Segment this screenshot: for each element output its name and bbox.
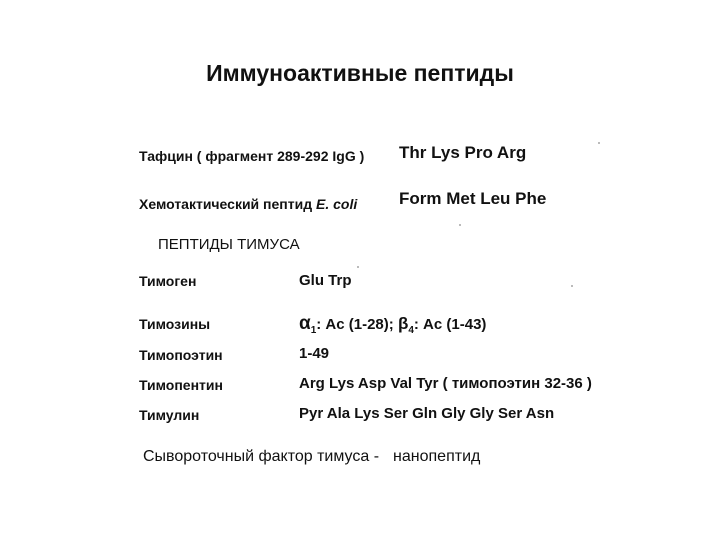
scan-speck bbox=[571, 285, 573, 287]
thymus-row-name: Тимоген bbox=[139, 273, 197, 289]
beta-symbol: β bbox=[397, 314, 409, 333]
alpha-symbol: α bbox=[299, 313, 311, 334]
chemotactic-label-prefix: Хемотактический пептид bbox=[139, 196, 313, 212]
chemotactic-label bbox=[139, 196, 357, 212]
thymus-row-name: Тимулин bbox=[139, 407, 200, 423]
thymus-row-name: Тимопоэтин bbox=[139, 347, 223, 363]
thymus-row-name: Тимопентин bbox=[139, 377, 223, 393]
scan-speck bbox=[459, 224, 461, 226]
footer-left: Сывороточный фактор тимуса - bbox=[143, 448, 380, 465]
tafcin-label: Тафцин ( фрагмент 289-292 IgG ) bbox=[139, 148, 365, 164]
footer-right: нанопептид bbox=[393, 448, 481, 465]
footer-note bbox=[143, 448, 480, 466]
thymus-row-name: Тимозины bbox=[139, 316, 211, 332]
beta-subscript: 4 bbox=[408, 325, 414, 336]
alpha-text: : Ac (1-28); bbox=[316, 316, 398, 333]
thymus-row-value: Pyr Ala Lys Ser Gln Gly Gly Ser Asn bbox=[299, 405, 555, 422]
chemotactic-sequence: Form Met Leu Phe bbox=[399, 189, 547, 208]
scan-speck bbox=[357, 266, 359, 268]
scan-speck bbox=[598, 142, 600, 144]
chemotactic-label-organism: E. coli bbox=[316, 196, 358, 212]
thymus-row-value: 1-49 bbox=[299, 345, 330, 362]
alpha-subscript: 1 bbox=[310, 325, 317, 336]
beta-text: : Ac (1-43) bbox=[413, 316, 487, 333]
thymus-section-heading: ПЕПТИДЫ ТИМУСА bbox=[158, 236, 300, 253]
thymus-row-value: Glu Trp bbox=[299, 272, 352, 289]
thymus-row-value: Arg Lys Asp Val Tyr ( тимопоэтин 32-36 ) bbox=[299, 375, 592, 392]
thymus-row-value bbox=[299, 313, 486, 336]
tafcin-sequence: Thr Lys Pro Arg bbox=[399, 143, 527, 162]
page-title: Иммуноактивные пептиды bbox=[206, 60, 514, 86]
